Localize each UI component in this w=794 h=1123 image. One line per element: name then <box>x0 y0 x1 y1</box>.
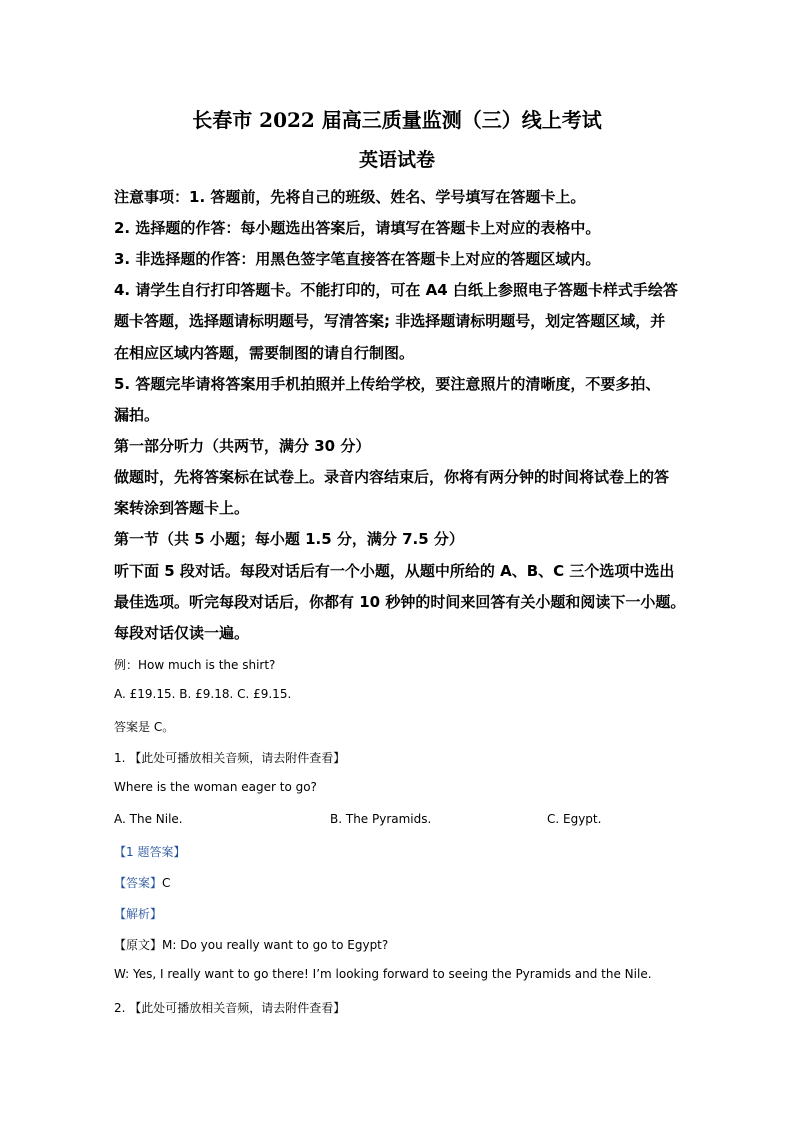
note-line-5b: 漏拍。 <box>114 406 160 424</box>
note-line-4a: 4. 请学生自行打印答题卡。不能打印的，可在 A4 白纸上参照电子答题卡样式手绘答 <box>114 281 678 299</box>
note-line-2: 2. 选择题的作答：每小题选出答案后，请填写在答题卡上对应的表格中。 <box>114 219 601 237</box>
note-line-3: 3. 非选择题的作答：用黑色签字笔直接答在答题卡上对应的答题区域内。 <box>114 250 601 268</box>
q1-option-c: C. Egypt. <box>547 812 602 826</box>
note-line-5a: 5. 答题完毕请将答案用手机拍照并上传给学校，要注意照片的清晰度，不要多拍、 <box>114 375 661 393</box>
answer-label: 【答案】 <box>114 876 163 890</box>
note-line-1: 注意事项：1. 答题前，先将自己的班级、姓名、学号填写在答题卡上。 <box>114 188 586 206</box>
example-answer: 答案是 C。 <box>114 720 175 734</box>
q1-option-a: A. The Nile. <box>114 812 183 826</box>
example-options: A. £19.15. B. £9.18. C. £9.15. <box>114 687 292 701</box>
part1-instruction-a: 做题时，先将答案标在试卷上。录音内容结束后，你将有两分钟的时间将试卷上的答 <box>114 468 670 486</box>
part1-instruction-b: 案转涂到答题卡上。 <box>114 499 250 517</box>
section1-instruction-a: 听下面 5 段对话。每段对话后有一个小题，从题中所给的 A、B、C 三个选项中选出 <box>114 562 675 580</box>
q1-transcript-w: W: Yes, I really want to go there! I’m looking forward to seeing the Pyramids and the Nile. <box>114 967 652 981</box>
part1-heading: 第一部分听力（共两节，满分 30 分） <box>114 437 371 455</box>
q1-audio-note: 1. 【此处可播放相关音频，请去附件查看】 <box>114 751 346 765</box>
note-line-4b: 题卡答题，选择题请标明题号，写清答案; 非选择题请标明题号，划定答题区域，并 <box>114 312 666 330</box>
section1-heading: 第一节（共 5 小题；每小题 1.5 分，满分 7.5 分） <box>114 530 464 548</box>
answer-value: C <box>162 876 171 890</box>
example-question: 例：How much is the shirt? <box>114 658 276 672</box>
transcript-label: 【原文】 <box>114 938 163 952</box>
document-title: 长春市 2022 届高三质量监测（三）线上考试 <box>192 108 602 132</box>
section1-instruction-b: 最佳选项。听完每段对话后，你都有 10 秒钟的时间来回答有关小题和阅读下一小题。 <box>114 593 686 611</box>
document-subtitle: 英语试卷 <box>358 149 435 171</box>
q1-question: Where is the woman eager to go? <box>114 780 317 794</box>
q1-option-b: B. The Pyramids. <box>330 812 432 826</box>
q1-transcript-m <box>114 936 388 953</box>
q1-analysis-label: 【解析】 <box>114 907 163 921</box>
q2-audio-note: 2. 【此处可播放相关音频，请去附件查看】 <box>114 1001 346 1015</box>
note-line-4c: 在相应区域内答题，需要制图的请自行制图。 <box>114 344 415 362</box>
transcript-m-text: M: Do you really want to go to Egypt? <box>162 938 389 952</box>
q1-answer-header: 【1 题答案】 <box>114 845 186 859</box>
q1-answer-row <box>114 874 170 891</box>
section1-instruction-c: 每段对话仅读一遍。 <box>114 624 250 642</box>
